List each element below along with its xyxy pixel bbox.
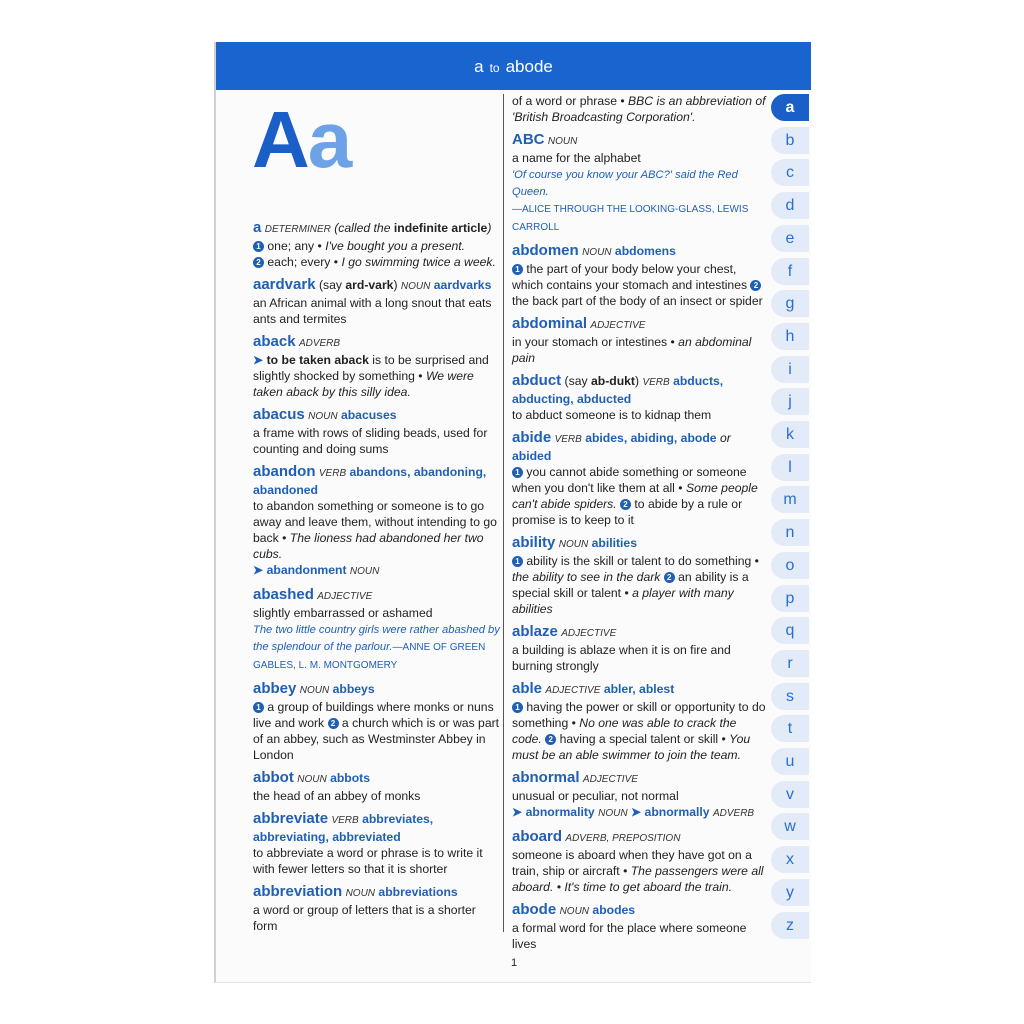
phrase: to be taken aback [266,353,369,367]
headword: abide [512,429,552,446]
headword: abnormal [512,769,580,786]
tab-letter-o[interactable]: o [771,552,809,579]
headword: aboard [512,828,563,845]
inflections: abbots [330,771,371,785]
sense-2: the back part of the body of an insect or spider [512,294,763,308]
example: BBC is an abbreviation of 'British Broadcasting Corporation'. [512,94,766,124]
sense-1: you cannot abide something or someone when you don't like them at all • [512,465,747,495]
pronunciation-bold: ab-dukt [590,374,635,388]
tab-letter-k[interactable]: k [771,421,809,448]
part-of-speech: NOUN [558,539,589,550]
headword: abdominal [512,315,588,332]
arrow-right-icon: ➤ [630,805,645,819]
sense-number-icon: 1 [512,556,523,567]
sense-2: each; every • [264,255,342,269]
entry-abnormal [512,770,766,822]
entry-abbot [253,770,501,804]
part-of-speech: ADVERB [298,338,341,349]
tab-letter-y[interactable]: y [771,879,809,906]
definition: to abduct someone is to kidnap them [512,408,712,422]
example: The passengers were all aboard. • It's time to get aboard the train. [512,864,764,894]
entry-abbreviation [253,884,501,934]
part-of-speech: ADJECTIVE [561,628,617,639]
part-of-speech: ADJECTIVE [545,685,601,696]
sense-number-icon: 1 [512,702,523,713]
part-of-speech: NOUN [299,685,330,696]
inflections: abandons, abandoning, abandoned [253,465,487,497]
inflections: abler, ablest [603,682,675,696]
arrow-right-icon: ➤ [512,805,526,819]
definition: someone is aboard when they have got on a train, ship or aircraft • [512,848,752,878]
part-of-speech: VERB [642,377,670,388]
entry-abbreviate [253,811,501,877]
dictionary-page [214,42,811,983]
tab-letter-c[interactable]: c [771,159,809,186]
example: Some people can't abide spiders. [512,481,758,511]
tab-letter-b[interactable]: b [771,127,809,154]
part-of-speech: VERB [554,434,582,445]
sense-1: the part of your body below your chest, which contains your stomach and intestines [512,262,751,292]
inflections: abbreviates, abbreviating, abbreviated [253,812,434,844]
part-of-speech: NOUN [400,281,431,292]
definition: in your stomach or intestines • [512,335,679,349]
definition: a word or group of letters that is a shorter form [253,903,476,933]
headword: ABC [512,131,545,148]
derived-word: abandonment [266,563,347,577]
example: a player with many abilities [512,586,734,616]
entry-abode [512,902,766,952]
note-bold: indefinite article [393,221,488,235]
entry-ablaze [512,624,766,674]
sense-2: an ability is a special skill or talent • [512,570,749,600]
sense-2: to abide by a rule or promise is to keep to it [512,497,743,527]
entry-abduct [512,373,766,423]
sense-number-icon: 2 [664,572,675,583]
header-last-word: abode [505,57,553,76]
entry-abdominal [512,316,766,366]
section-letter-lower: a [307,95,351,184]
example: The lioness had abandoned her two cubs. [253,531,484,561]
example: We were taken aback by this silly idea. [253,369,474,399]
pronunciation: (say [315,278,346,292]
part-of-speech: ADVERB [712,808,755,819]
inflections: abilities [591,536,637,550]
entry-able [512,681,766,763]
sense-number-icon: 2 [750,280,761,291]
part-of-speech: VERB [331,815,359,826]
example: I go swimming twice a week. [341,255,496,269]
definition: the head of an abbey of monks [253,789,421,803]
arrow-right-icon: ➤ [253,353,267,367]
or-word: or [716,431,731,445]
headword: abbey [253,680,297,697]
tab-letter-e[interactable]: e [771,225,809,252]
sense-1: one; any • [264,239,326,253]
section-letter [252,90,350,190]
part-of-speech: NOUN [559,906,590,917]
entry-aardvark [253,277,501,327]
example: You must be an able swimmer to join the team. [512,732,751,762]
tab-letter-q[interactable]: q [771,617,809,644]
entry-aback [253,334,501,400]
sense-1: having the power or skill or opportunity to do something • [512,700,766,730]
literary-quote: 'Of course you know your ABC?' said the Red Queen. [512,169,738,198]
entry-abandon [253,464,501,580]
inflections: abbeys [332,682,375,696]
sense-number-icon: 1 [253,241,264,252]
tab-letter-l[interactable]: l [771,454,809,481]
header-to-word: to [489,61,500,75]
part-of-speech: ADJECTIVE [317,591,373,602]
literary-quote: The two little country girls were rather abashed by the splendour of the parlour. [253,624,500,653]
sense-number-icon: 2 [253,257,264,268]
definition: is to be surprised and slightly shocked by something • [253,353,489,383]
sense-2: a church which is or was part of an abbey, such as Westminster Abbey in London [253,716,500,762]
definition: slightly embarrassed or ashamed [253,606,433,620]
example: No one was able to crack the code. [512,716,737,746]
sense-number-icon: 1 [512,467,523,478]
inflections: abodes [592,903,636,917]
tab-letter-g[interactable]: g [771,290,809,317]
headword: aardvark [253,276,316,293]
arrow-right-icon: ➤ [253,563,267,577]
entry-ability [512,535,766,617]
headword: aback [253,333,296,350]
entry-abdomen [512,243,766,309]
headword: abashed [253,586,314,603]
headword: abode [512,901,557,918]
headword: ablaze [512,623,558,640]
part-of-speech: NOUN [345,888,376,899]
entry-abide [512,430,766,528]
tab-letter-a[interactable]: a [771,94,809,121]
sense-number-icon: 1 [253,702,264,713]
entry-abacus [253,407,501,457]
pronunciation-close: ) [634,374,643,388]
entry-aboard [512,829,766,895]
section-letter-upper: A [252,95,308,184]
inflections-alt: abided [512,449,552,463]
tab-letter-v[interactable]: v [771,781,809,808]
alphabet-thumb-index [769,90,811,970]
tab-letter-t[interactable]: t [771,715,809,742]
tab-letter-j[interactable]: j [771,388,809,415]
headword: abdomen [512,242,579,259]
part-of-speech: ADJECTIVE [590,320,646,331]
pronunciation-bold: ard-vark [345,278,394,292]
entry-continuation [512,93,766,125]
headword: ability [512,534,556,551]
headword: abacus [253,406,305,423]
note-close: ) [487,221,492,235]
tab-letter-u[interactable]: u [771,748,809,775]
right-column [512,93,766,959]
sense-number-icon: 2 [328,718,339,729]
definition: of a word or phrase • [512,94,629,108]
tab-letter-r[interactable]: r [771,650,809,677]
sense-number-icon: 1 [512,264,523,275]
sense-number-icon: 2 [620,499,631,510]
entry-ABC [512,132,766,236]
tab-letter-m[interactable]: m [771,486,809,513]
headword: a [253,219,262,236]
headword: abduct [512,372,562,389]
part-of-speech: NOUN [547,136,578,147]
tab-letter-h[interactable]: h [771,323,809,350]
tab-letter-i[interactable]: i [771,356,809,383]
definition: a frame with rows of sliding beads, used for counting and doing sums [253,426,488,456]
part-of-speech: ADJECTIVE [582,774,638,785]
part-of-speech: VERB [318,468,347,479]
inflections: abbreviations [378,885,458,899]
part-of-speech: NOUN [308,411,338,422]
quote-author: , LEWIS CARROLL [512,204,749,233]
tab-letter-x[interactable]: x [771,846,809,873]
header-first-word: a [474,57,484,76]
inflections: abdomens [614,244,676,258]
quote-author: , L. M. MONTGOMERY [293,660,398,671]
inflections: abacuses [340,408,397,422]
page-header [216,42,811,90]
entry-abbey [253,681,501,763]
note: (called the [330,221,394,235]
sense-2: having a special talent or skill • [556,732,730,746]
column-divider [503,94,504,932]
inflections: abides, abiding, abode [585,431,717,445]
tab-letter-n[interactable]: n [771,519,809,546]
definition: an African animal with a long snout that eats ants and termites [253,296,492,326]
quote-source: —ANNE OF GREEN GABLES [253,642,486,671]
page-number: 1 [510,957,518,969]
definition: a formal word for the place where someone lives [512,921,747,951]
entry-abashed [253,587,501,674]
tab-letter-d[interactable]: d [771,192,809,219]
quote-source: —ALICE THROUGH THE LOOKING-GLASS [512,204,712,215]
inflections: aardvarks [433,278,492,292]
headword: able [512,680,543,697]
left-column [253,220,501,941]
sense-1: a group of buildings where monks or nuns live and work [253,700,494,730]
tab-letter-w[interactable]: w [771,813,809,840]
part-of-speech: DETERMINER [264,224,331,235]
tab-letter-f[interactable]: f [771,258,809,285]
definition: a building is ablaze when it is on fire and burning strongly [512,643,731,673]
headword: abandon [253,463,316,480]
part-of-speech: ADVERB, PREPOSITION [565,833,681,844]
part-of-speech: NOUN [598,808,628,819]
derived-word: abnormally [644,805,710,819]
definition: to abandon something or someone is to go away and leave them, without intending to go back • [253,499,497,545]
tab-letter-s[interactable]: s [771,683,809,710]
sense-number-icon: 2 [545,734,556,745]
entry-a [253,220,501,270]
headword: abbot [253,769,294,786]
headword: abbreviate [253,810,329,827]
definition: unusual or peculiar, not normal [512,789,679,803]
example: I've bought you a present. [325,239,466,253]
tab-letter-z[interactable]: z [771,912,809,939]
derived-word: abnormality [525,805,595,819]
part-of-speech: NOUN [297,774,327,785]
headword: abbreviation [253,883,343,900]
example: the ability to see in the dark [512,570,661,584]
inflections: abducts, abducting, abducted [512,374,724,406]
sense-1: ability is the skill or talent to do something • [523,554,759,568]
definition: a name for the alphabet [512,151,641,165]
pronunciation-close: ) [393,278,401,292]
tab-letter-p[interactable]: p [771,585,809,612]
part-of-speech: NOUN [582,247,612,258]
example: an abdominal pain [512,335,752,365]
part-of-speech: NOUN [349,566,380,577]
definition: to abbreviate a word or phrase is to write it with fewer letters so that it is shorter [253,846,483,876]
pronunciation: (say [561,374,591,388]
